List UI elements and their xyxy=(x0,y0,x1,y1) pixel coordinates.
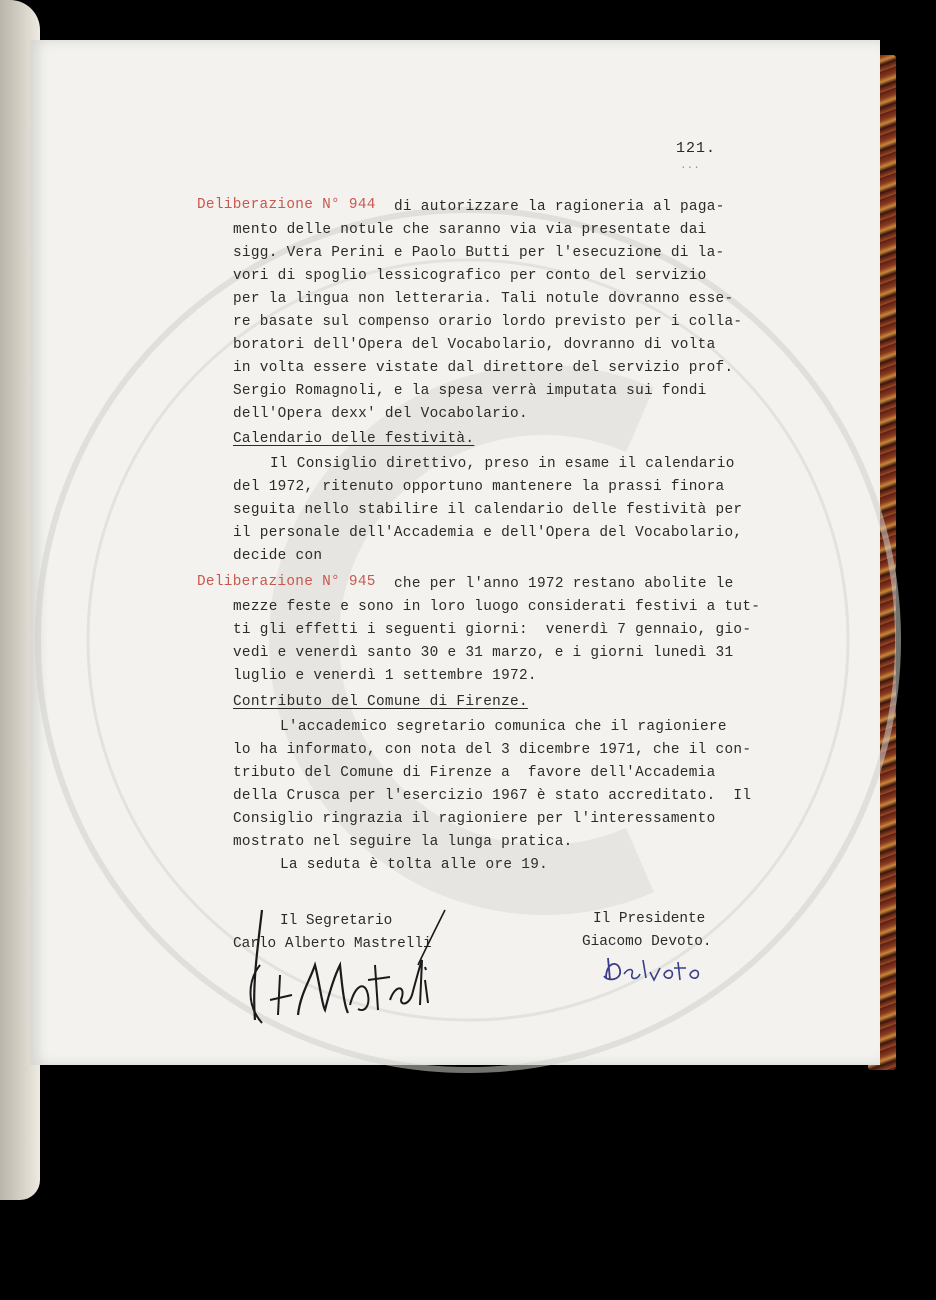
contributo-line-6: mostrato nel seguire la lunga pratica. xyxy=(233,834,573,850)
contributo-line-7: La seduta è tolta alle ore 19. xyxy=(280,857,549,873)
delib944-line-6: re basate sul compenso orario lordo previsto per i colla- xyxy=(233,314,743,330)
delib944-line-8: in volta essere vistate dal direttore del servizio prof. xyxy=(233,360,734,376)
delib945-line-5: luglio e venerdì 1 settembre 1972. xyxy=(233,668,537,684)
delib945-line-1: che per l'anno 1972 restano abolite le xyxy=(394,576,734,592)
calendario-line-5: decide con xyxy=(233,548,323,564)
calendario-line-2: del 1972, ritenuto opportuno mantenere la prassi finora xyxy=(233,479,725,495)
secretary-title: Il Segretario xyxy=(280,913,393,929)
delib944-line-10: dell'Opera dexx' del Vocabolario. xyxy=(233,406,528,422)
contributo-line-2: lo ha informato, con nota del 3 dicembre 1971, che il con- xyxy=(233,742,752,758)
contributo-line-1: L'accademico segretario comunica che il ragioniere xyxy=(280,719,727,735)
page-number: 121. xyxy=(676,140,717,157)
delib944-line-4: vori di spoglio lessicografico per conto del servizio xyxy=(233,268,707,284)
page-number-dots: ... xyxy=(680,160,700,172)
calendario-line-3: seguita nello stabilire il calendario delle festività per xyxy=(233,502,743,518)
deliberazione-945-label: Deliberazione N° 945 xyxy=(197,574,376,590)
delib944-line-7: boratori dell'Opera del Vocabolario, dovranno di volta xyxy=(233,337,716,353)
delib945-line-2: mezze feste e sono in loro luogo considerati festivi a tut- xyxy=(233,599,761,615)
delib944-line-1: di autorizzare la ragioneria al paga- xyxy=(394,199,725,215)
contributo-line-4: della Crusca per l'esercizio 1967 è stato accreditato. Il xyxy=(233,788,752,804)
delib944-line-9: Sergio Romagnoli, e la spesa verrà imputata sui fondi xyxy=(233,383,707,399)
delib945-line-4: vedì e venerdì santo 30 e 31 marzo, e i giorni lunedì 31 xyxy=(233,645,734,661)
contributo-line-5: Consiglio ringrazia il ragioniere per l'interessamento xyxy=(233,811,716,827)
calendario-line-4: il personale dell'Accademia e dell'Opera del Vocabolario, xyxy=(233,525,743,541)
delib944-line-5: per la lingua non letteraria. Tali notule dovranno esse- xyxy=(233,291,734,307)
president-title: Il Presidente xyxy=(593,911,706,927)
president-name: Giacomo Devoto. xyxy=(582,934,712,950)
deliberazione-944-label: Deliberazione N° 944 xyxy=(197,197,376,213)
contributo-heading: Contributo del Comune di Firenze. xyxy=(233,694,528,710)
secretary-signature-icon xyxy=(240,905,470,1045)
secretary-name: Carlo Alberto Mastrelli xyxy=(233,936,432,952)
delib944-line-3: sigg. Vera Perini e Paolo Butti per l'esecuzione di la- xyxy=(233,245,725,261)
calendario-heading: Calendario delle festività. xyxy=(233,431,475,447)
calendario-line-1: Il Consiglio direttivo, preso in esame il calendario xyxy=(270,456,735,472)
delib945-line-3: ti gli effetti i seguenti giorni: venerdì 7 gennaio, gio- xyxy=(233,622,752,638)
delib944-line-2: mento delle notule che saranno via via presentate dai xyxy=(233,222,707,238)
contributo-line-3: tributo del Comune di Firenze a favore dell'Accademia xyxy=(233,765,716,781)
president-signature-icon xyxy=(598,950,718,990)
